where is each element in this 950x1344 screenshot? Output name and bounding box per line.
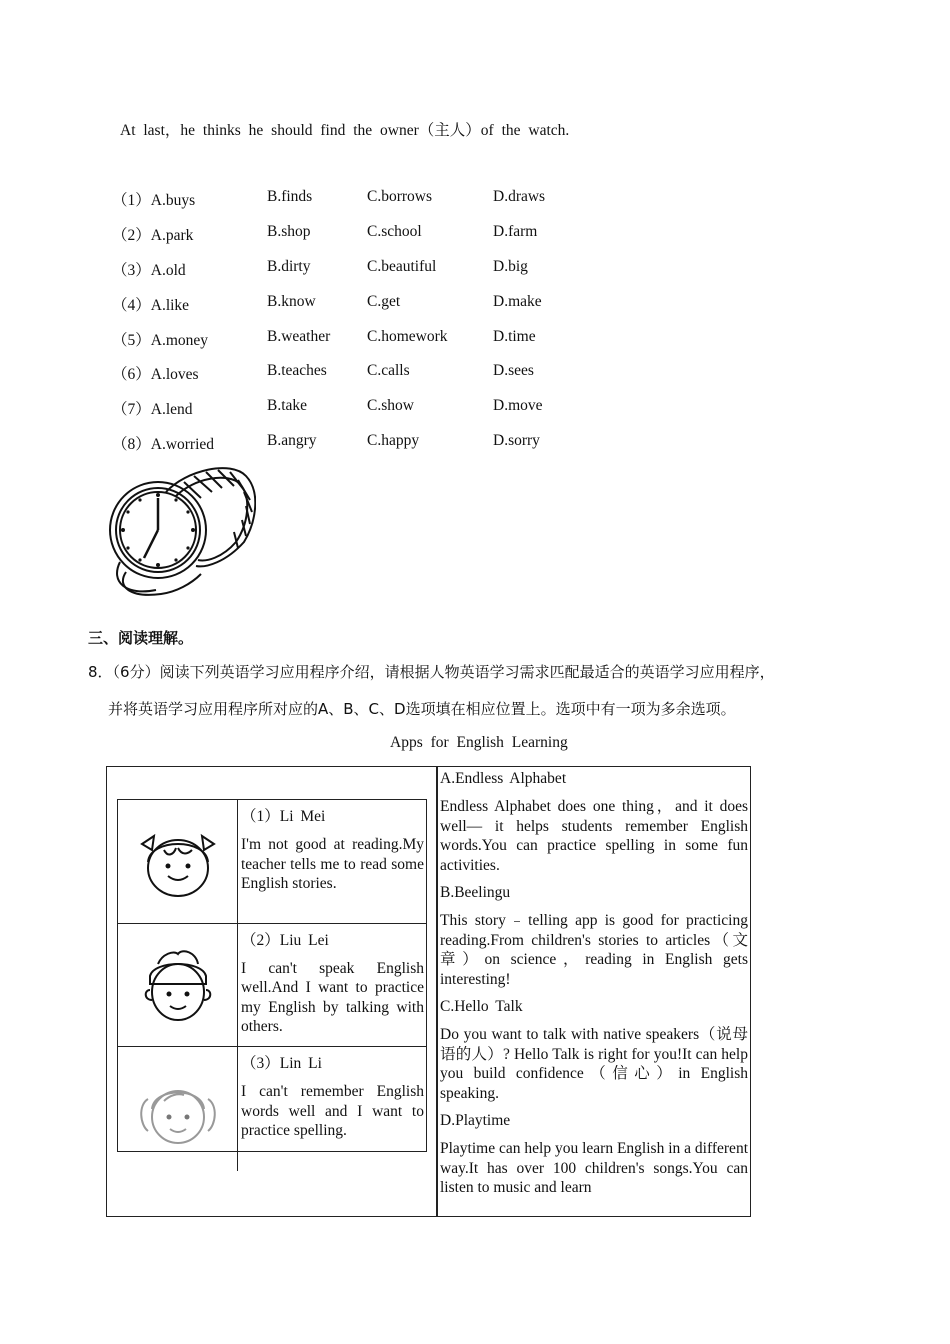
option-row: [112, 397, 632, 421]
option-c: C.beautiful: [367, 258, 437, 275]
option-row: [112, 293, 632, 317]
watch-illustration: [106, 462, 256, 605]
option-d: D.move: [493, 397, 543, 414]
table-divider: [436, 766, 438, 1217]
app-description: Playtime can help you learn English in a different way.It has over 100 children's songs.You can listen to music and learn: [440, 1140, 748, 1196]
person-row: [118, 1047, 426, 1171]
option-c: C.calls: [367, 362, 410, 379]
option-d: D.make: [493, 293, 542, 310]
person-name: （2）Liu Lei: [241, 931, 329, 949]
apps-list: [440, 770, 748, 1207]
option-c: C.happy: [367, 432, 420, 449]
app-title: D.Playtime: [440, 1112, 511, 1129]
app-description: This story﹣telling app is good for practicing reading.From children's stories to articles（文章）on science，reading in English gets interesting!: [440, 912, 748, 988]
option-row: [112, 362, 632, 386]
person-portrait: [118, 924, 238, 1047]
question-instruction: 8．（6分）阅读下列英语学习应用程序介绍，请根据人物英语学习需求匹配最适合的英语学习应用程序，: [88, 663, 775, 681]
person-need: I can't remember English words well and I want to practice spelling.: [241, 1083, 424, 1139]
person-description: [239, 800, 426, 894]
option-row: [112, 258, 632, 282]
option-a: （4）A.like: [112, 297, 190, 314]
option-d: D.time: [493, 328, 536, 345]
option-a: （6）A.loves: [112, 366, 199, 383]
option-row: [112, 432, 632, 456]
person-name: （1）Li Mei: [241, 808, 326, 825]
option-b: B.shop: [267, 223, 311, 240]
option-b: B.know: [267, 293, 316, 310]
person-need: I'm not good at reading.My teacher tells me to read some English stories.: [241, 836, 424, 892]
option-a: （2）A.park: [112, 227, 194, 244]
option-a: （3）A.old: [112, 262, 186, 279]
option-c: C.school: [367, 223, 422, 240]
option-b: B.weather: [267, 328, 331, 345]
app-description: Endless Alphabet does one thing，and it does well— it helps students remember English words.You can practice spelling in some fun activities.: [440, 798, 748, 874]
people-table: [117, 799, 427, 1152]
app-title: C.Hello Talk: [440, 998, 523, 1015]
option-a: （7）A.lend: [112, 401, 193, 418]
option-a: （5）A.money: [112, 332, 209, 349]
intro-line: At last，he thinks he should find the owner（主人）of the watch.: [120, 122, 570, 139]
person-name: （3）Lin Li: [241, 1055, 322, 1072]
person-row: [118, 924, 426, 1048]
section-heading: 三、阅读理解。: [88, 629, 194, 647]
option-c: C.show: [367, 397, 414, 414]
option-a: （1）A.buys: [112, 192, 196, 209]
question-instruction-continued: 并将英语学习应用程序所对应的A、B、C、D选项填在相应位置上。选项中有一项为多余选项。: [108, 700, 736, 718]
option-c: C.borrows: [367, 188, 433, 205]
apps-table-title: Apps for English Learning: [390, 734, 568, 751]
boy-face-icon: [134, 942, 222, 1030]
option-b: B.angry: [267, 432, 317, 449]
person-description: [239, 1047, 426, 1141]
option-row: [112, 188, 632, 212]
person-portrait: [118, 1047, 238, 1171]
option-row: [112, 223, 632, 247]
option-a: （8）A.worried: [112, 436, 215, 453]
option-b: B.take: [267, 397, 308, 414]
option-row: [112, 328, 632, 352]
option-b: B.finds: [267, 188, 313, 205]
app-description: Do you want to talk with native speakers（说母语的人）? Hello Talk is right for you!It can help you build confidence（信心）in English speaking.: [440, 1026, 748, 1102]
girl-face-icon: [134, 818, 222, 906]
option-d: D.big: [493, 258, 528, 275]
app-title: B.Beelingu: [440, 884, 511, 901]
option-d: D.farm: [493, 223, 538, 240]
person-description: [239, 924, 426, 1037]
option-b: B.dirty: [267, 258, 311, 275]
person-portrait: [118, 800, 238, 923]
option-d: D.draws: [493, 188, 546, 205]
girl-face-icon: [134, 1065, 222, 1153]
option-b: B.teaches: [267, 362, 327, 379]
option-d: D.sees: [493, 362, 534, 379]
person-row: [118, 800, 426, 924]
person-need: I can't speak English well.And I want to practice my English by talking with others.: [241, 959, 424, 1035]
option-c: C.get: [367, 293, 401, 310]
app-title: A.Endless Alphabet: [440, 770, 567, 787]
option-c: C.homework: [367, 328, 448, 345]
option-d: D.sorry: [493, 432, 540, 449]
